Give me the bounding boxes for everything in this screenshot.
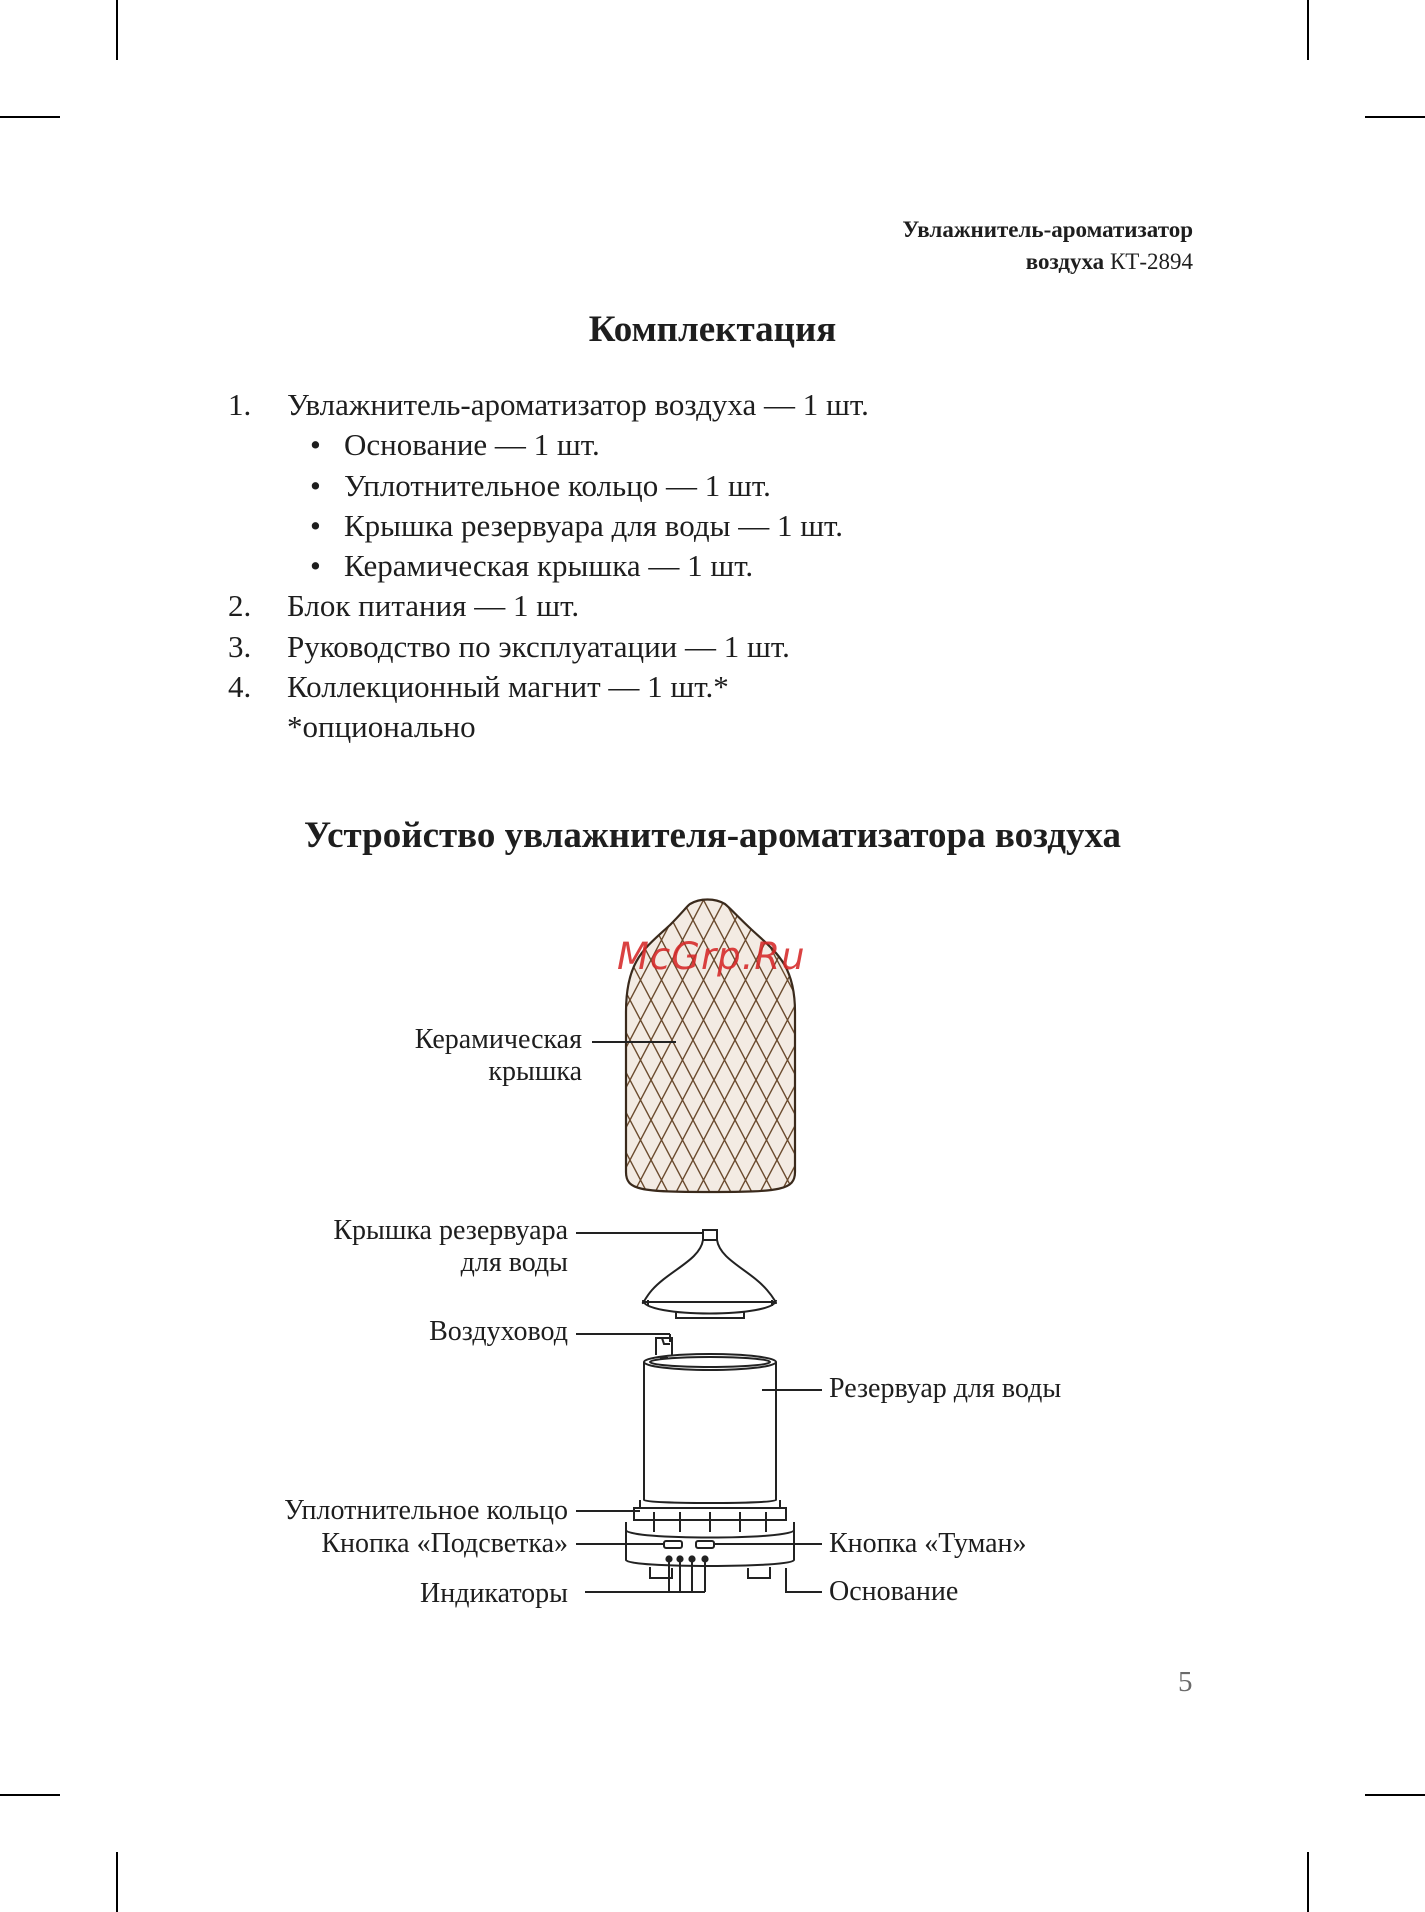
label-air-duct: Воздуховод: [429, 1316, 568, 1347]
header-model: КТ-2894: [1109, 249, 1193, 274]
label-seal-ring: Уплотнительное кольцо: [284, 1495, 568, 1526]
watermark: McGrp.Ru: [617, 935, 806, 978]
base-illustration: [626, 1500, 794, 1578]
label-light-button: Кнопка «Подсветка»: [321, 1528, 568, 1559]
header-title: Увлажнитель-ароматизатор: [902, 217, 1193, 242]
label-ceramic-cover: [415, 1024, 582, 1088]
label-base: Основание: [829, 1576, 959, 1607]
label-tank-lid: [333, 1215, 568, 1279]
bullet: •: [310, 507, 321, 543]
subitem-text: Уплотнительное кольцо — 1 шт.: [344, 467, 771, 503]
item-number: 2.: [228, 588, 252, 624]
subitem-text: Основание — 1 шт.: [344, 427, 600, 463]
label-line: крышка: [488, 1056, 582, 1087]
bullet: •: [310, 467, 321, 503]
subitem-text: Керамическая крышка — 1 шт.: [344, 548, 754, 584]
item-text: Увлажнитель-ароматизатор воздуха — 1 шт.: [287, 387, 869, 422]
page-number: 5: [1178, 1666, 1193, 1698]
item-text: Руководство по эксплуатации — 1 шт.: [287, 628, 790, 664]
label-line: для воды: [460, 1247, 568, 1278]
section-title-contents: Комплектация: [588, 309, 837, 350]
item-number: 4.: [228, 669, 252, 705]
footnote-text: *опционально: [287, 709, 476, 745]
label-line: Крышка резервуара: [333, 1215, 568, 1246]
item-text: Блок питания — 1 шт.: [287, 588, 580, 624]
section-title-device: Устройство увлажнителя-ароматизатора воздуха: [303, 815, 1122, 856]
header-title-cont: воздуха: [1025, 249, 1105, 274]
item-text: Коллекционный магнит — 1 шт.*: [287, 669, 729, 705]
item-number: 1.: [228, 387, 252, 422]
water-tank-illustration: [644, 1338, 776, 1503]
label-mist-button: Кнопка «Туман»: [829, 1528, 1027, 1559]
bullet: •: [310, 548, 321, 584]
subitem-text: Крышка резервуара для воды — 1 шт.: [344, 507, 844, 543]
label-water-tank: Резервуар для воды: [829, 1373, 1062, 1404]
item-number: 3.: [228, 628, 252, 664]
bullet: •: [310, 427, 321, 463]
label-line: Керамическая: [414, 1024, 582, 1055]
label-indicators: Индикаторы: [420, 1578, 568, 1609]
tank-lid-illustration: [643, 1230, 776, 1318]
